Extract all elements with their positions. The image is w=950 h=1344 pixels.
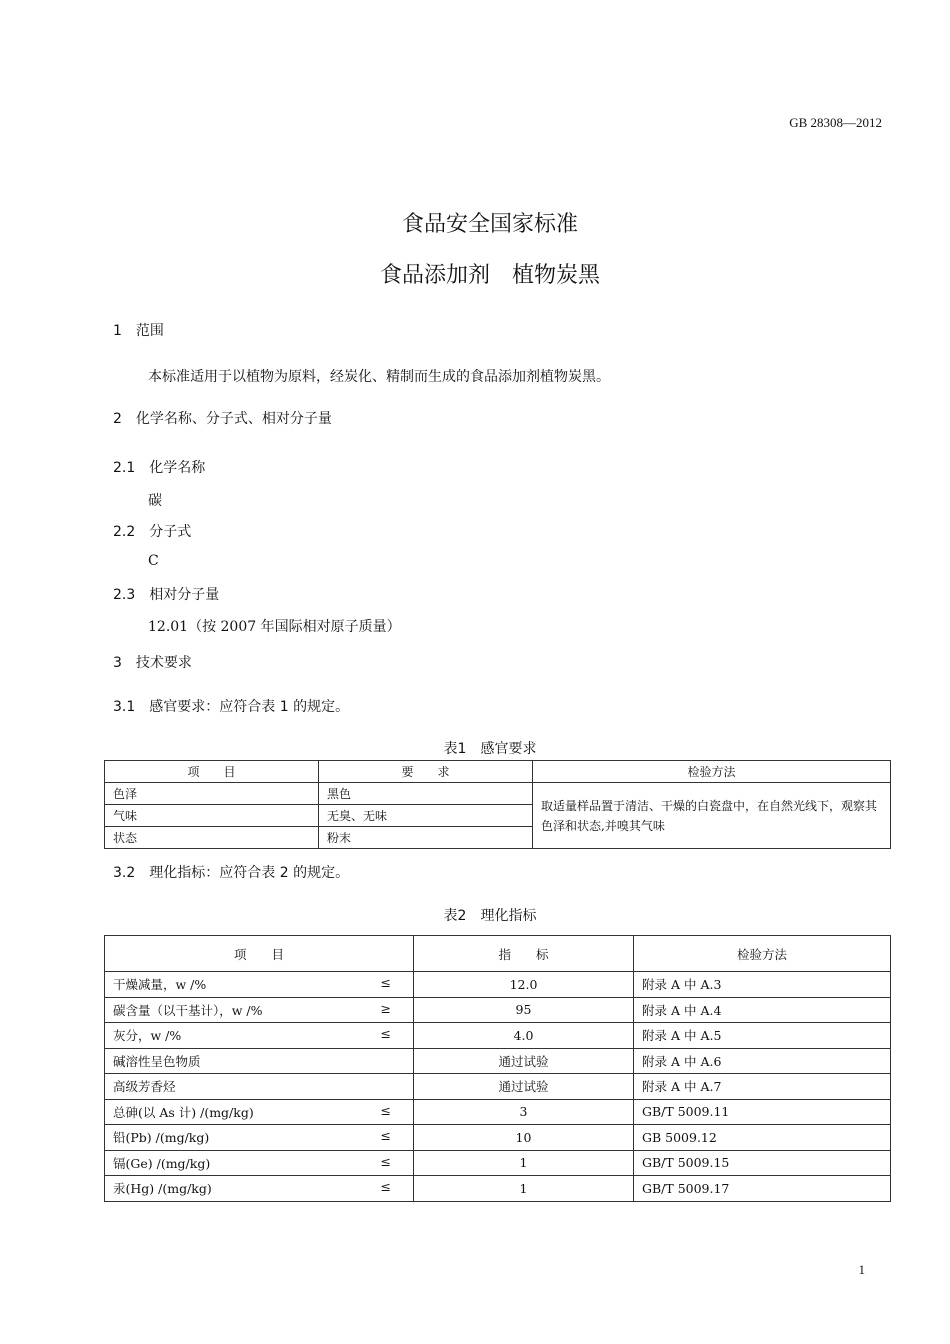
table-row xyxy=(105,1125,891,1151)
table-cell-requirement: 粉末 xyxy=(319,827,533,849)
table-row xyxy=(105,997,891,1023)
table-cell-value: 1 xyxy=(414,1176,634,1202)
section-2-heading: 2 化学名称、分子式、相对分子量 xyxy=(113,411,332,427)
table-cell-value: 95 xyxy=(414,997,634,1023)
table-cell-method: 附录 A 中 A.3 xyxy=(634,972,891,998)
section-3-heading: 3 技术要求 xyxy=(113,655,192,671)
item-name: 碳含量（以干基计），w /% xyxy=(113,1002,263,1018)
table-cell-item xyxy=(105,997,414,1023)
section-2-3-text: 12.01（按 2007 年国际相对原子质量） xyxy=(148,619,401,635)
item-name: 总砷(以 As 计) /(mg/kg) xyxy=(113,1104,254,1120)
comparison-symbol: ≤ xyxy=(380,1153,391,1169)
table-cell-item xyxy=(105,1150,414,1176)
table-row xyxy=(105,1176,891,1202)
comparison-symbol: ≤ xyxy=(380,1179,391,1195)
table-cell-item: 气味 xyxy=(105,805,319,827)
table-cell-value: 1 xyxy=(414,1150,634,1176)
table-cell-method: GB/T 5009.11 xyxy=(634,1099,891,1125)
item-name: 碱溶性呈色物质 xyxy=(113,1053,201,1069)
table-cell-item xyxy=(105,1074,414,1100)
section-2-2-text: C xyxy=(148,553,159,569)
table-row xyxy=(105,972,891,998)
table-cell-method: GB 5009.12 xyxy=(634,1125,891,1151)
table-cell-method: 附录 A 中 A.4 xyxy=(634,997,891,1023)
item-name: 镉(Ge) /(mg/kg) xyxy=(113,1155,211,1171)
section-2-2-heading: 2.2 分子式 xyxy=(113,524,192,540)
table-cell-item xyxy=(105,1099,414,1125)
table-header-cell: 检验方法 xyxy=(634,936,891,972)
table-cell-value: 10 xyxy=(414,1125,634,1151)
table-cell-value: 通过试验 xyxy=(414,1048,634,1074)
table-cell-method: 附录 A 中 A.6 xyxy=(634,1048,891,1074)
table-cell-value: 通过试验 xyxy=(414,1074,634,1100)
section-2-1-heading: 2.1 化学名称 xyxy=(113,460,206,476)
table-header-cell: 项 目 xyxy=(105,761,319,783)
item-name: 灰分，w /% xyxy=(113,1028,182,1044)
comparison-symbol: ≤ xyxy=(380,1128,391,1144)
section-3-1-heading: 3.1 感官要求：应符合表 1 的规定。 xyxy=(113,699,350,715)
table1-caption: 表1 感官要求 xyxy=(443,741,537,757)
table-row xyxy=(105,1074,891,1100)
item-name: 高级芳香烃 xyxy=(113,1079,176,1095)
section-1-heading: 1 范围 xyxy=(113,323,164,339)
comparison-symbol: ≤ xyxy=(380,1026,391,1042)
standard-code: GB 28308—2012 xyxy=(789,115,882,130)
table-cell-requirement: 无臭、无味 xyxy=(319,805,533,827)
table-cell-item xyxy=(105,1176,414,1202)
table-row xyxy=(105,1099,891,1125)
table-cell-item: 状态 xyxy=(105,827,319,849)
item-name: 铅(Pb) /(mg/kg) xyxy=(113,1130,210,1146)
table-cell-value: 12.0 xyxy=(414,972,634,998)
table-row xyxy=(105,1023,891,1049)
comparison-symbol: ≥ xyxy=(380,1000,391,1016)
table-cell-value: 4.0 xyxy=(414,1023,634,1049)
table-row xyxy=(105,1048,891,1074)
document-title: 食品安全国家标准 xyxy=(401,212,578,237)
table-cell-method: 附录 A 中 A.5 xyxy=(634,1023,891,1049)
table-header-row xyxy=(105,761,891,783)
section-2-1-text: 碳 xyxy=(148,493,162,509)
table2-physicochemical xyxy=(104,935,891,1202)
table-cell-item: 色泽 xyxy=(105,783,319,805)
table-cell-item xyxy=(105,972,414,998)
table-cell-method: GB/T 5009.15 xyxy=(634,1150,891,1176)
table-header-cell: 要 求 xyxy=(319,761,533,783)
table-row xyxy=(105,1150,891,1176)
table-cell-method: 取适量样品置于清洁、干燥的白瓷盘中，在自然光线下，观察其色泽和状态,并嗅其气味 xyxy=(533,783,891,849)
comparison-symbol: ≤ xyxy=(380,1102,391,1118)
section-2-3-heading: 2.3 相对分子量 xyxy=(113,587,220,603)
table-cell-method: 附录 A 中 A.7 xyxy=(634,1074,891,1100)
table-header-row xyxy=(105,936,891,972)
table-row xyxy=(105,783,891,805)
item-name: 汞(Hg) /(mg/kg) xyxy=(113,1181,212,1197)
table-cell-value: 3 xyxy=(414,1099,634,1125)
table-cell-item xyxy=(105,1023,414,1049)
table-header-cell: 项 目 xyxy=(105,936,414,972)
table-cell-item xyxy=(105,1125,414,1151)
table2-caption: 表2 理化指标 xyxy=(443,908,537,924)
table-cell-method: GB/T 5009.17 xyxy=(634,1176,891,1202)
table-cell-requirement: 黑色 xyxy=(319,783,533,805)
comparison-symbol: ≤ xyxy=(380,975,391,991)
table-header-cell: 指 标 xyxy=(414,936,634,972)
section-1-text: 本标准适用于以植物为原料，经炭化、精制而生成的食品添加剂植物炭黑。 xyxy=(148,369,610,385)
document-subtitle: 食品添加剂 植物炭黑 xyxy=(379,263,600,288)
table-header-cell: 检验方法 xyxy=(533,761,891,783)
table1-sensory xyxy=(104,760,891,849)
page-number: 1 xyxy=(858,1262,865,1277)
item-name: 干燥减量，w /% xyxy=(113,977,207,993)
section-3-2-heading: 3.2 理化指标：应符合表 2 的规定。 xyxy=(113,865,350,881)
table-cell-item xyxy=(105,1048,414,1074)
